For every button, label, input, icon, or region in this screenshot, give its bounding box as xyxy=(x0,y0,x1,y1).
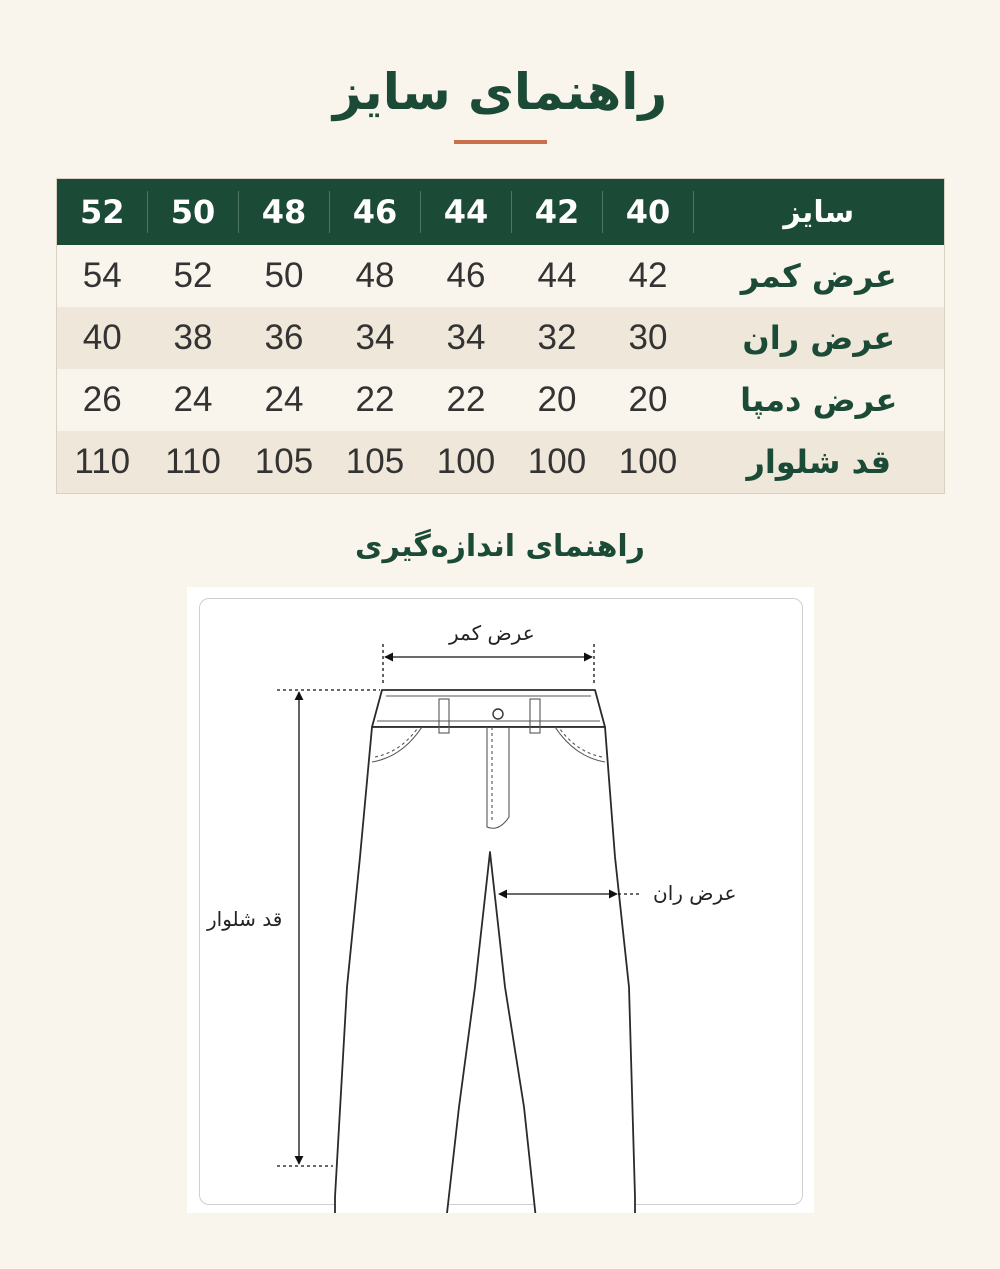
row-label-length: قد شلوار xyxy=(746,443,892,481)
row-label-hem: عرض دمپا xyxy=(740,381,898,419)
size-header: 42 xyxy=(512,179,603,246)
table-cell: 30 xyxy=(628,318,668,357)
length-label: قد شلوار xyxy=(207,907,283,931)
table-row xyxy=(57,369,945,431)
waist-measure xyxy=(383,644,594,683)
size-header: 52 xyxy=(57,179,148,246)
table-cell: 54 xyxy=(82,256,122,295)
table-cell: 34 xyxy=(446,318,486,357)
table-cell: 22 xyxy=(355,380,395,419)
table-row xyxy=(57,307,945,369)
table-row xyxy=(57,245,945,307)
size-header: 50 xyxy=(148,179,239,246)
table-cell: 48 xyxy=(355,256,395,295)
button-icon xyxy=(493,709,503,719)
row-label-thigh: عرض ران xyxy=(742,319,896,357)
table-cell: 105 xyxy=(345,442,405,481)
size-table xyxy=(56,178,945,494)
table-cell: 32 xyxy=(537,318,577,357)
size-header: 48 xyxy=(239,179,330,246)
row-label-waist: عرض کمر xyxy=(740,257,897,295)
table-cell: 20 xyxy=(537,380,577,419)
measurement-panel xyxy=(187,587,814,1213)
table-cell: 44 xyxy=(537,256,577,295)
size-header-row xyxy=(57,179,945,246)
thigh-label: عرض ران xyxy=(653,881,737,905)
size-header: 44 xyxy=(421,179,512,246)
title-underline xyxy=(454,140,547,144)
table-row xyxy=(57,431,945,494)
table-cell: 24 xyxy=(264,380,304,419)
table-cell: 46 xyxy=(446,256,486,295)
waist-label: عرض کمر xyxy=(449,621,535,645)
table-cell: 100 xyxy=(436,442,496,481)
size-header: 40 xyxy=(603,179,694,246)
table-cell: 105 xyxy=(254,442,314,481)
table-cell: 24 xyxy=(173,380,213,419)
page-title: راهنمای سایز xyxy=(332,63,668,121)
table-cell: 40 xyxy=(82,318,122,357)
size-header-label: سایز xyxy=(694,179,945,246)
table-cell: 100 xyxy=(527,442,587,481)
table-cell: 52 xyxy=(173,256,213,295)
table-cell: 50 xyxy=(264,256,304,295)
table-cell: 42 xyxy=(628,256,668,295)
table-cell: 38 xyxy=(173,318,213,357)
table-cell: 34 xyxy=(355,318,395,357)
table-cell: 20 xyxy=(628,380,668,419)
table-cell: 110 xyxy=(165,442,221,481)
table-cell: 100 xyxy=(618,442,678,481)
size-header: 46 xyxy=(330,179,421,246)
measure-title: راهنمای اندازه‌گیری xyxy=(355,529,645,564)
table-cell: 110 xyxy=(74,442,131,481)
pants-outline xyxy=(335,690,635,1213)
table-cell: 36 xyxy=(264,318,304,357)
table-cell: 26 xyxy=(82,380,122,419)
table-cell: 22 xyxy=(446,380,486,419)
